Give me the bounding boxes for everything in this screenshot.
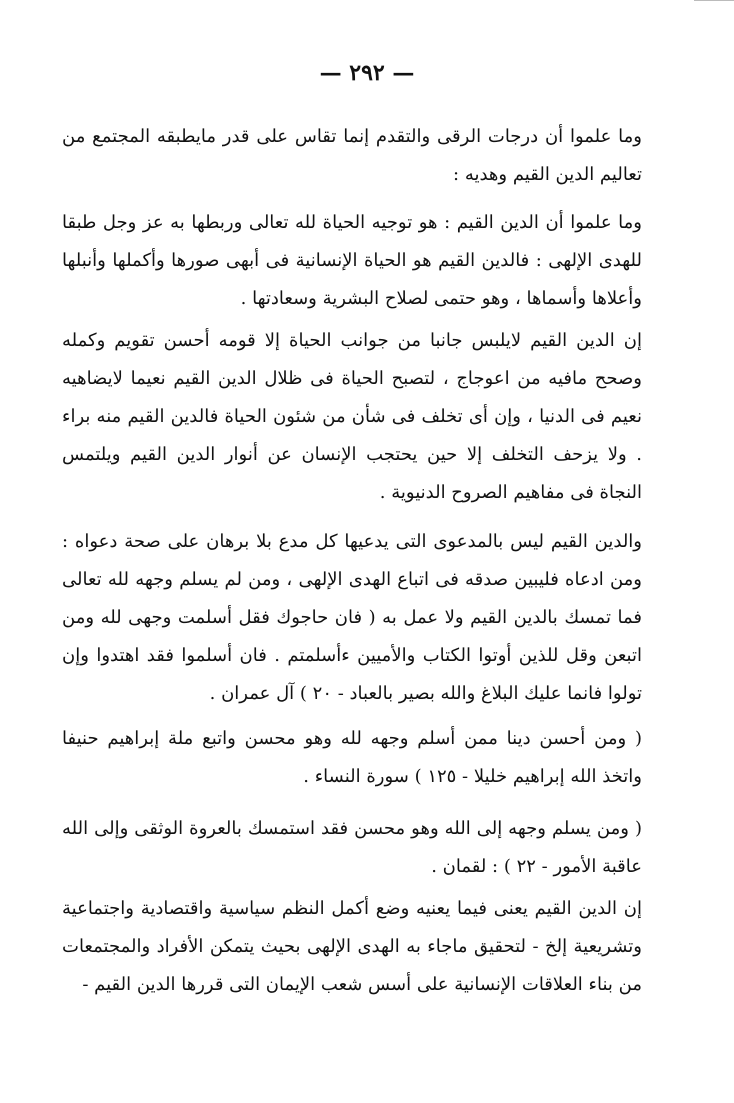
paragraph-4: والدين القيم ليس بالمدعوى التى يدعيها كل مدع بلا برهان على صحة دعواه : ومن ادعاه فليبين صدقه فى اتباع الهدى الإلهى ، ومن لم يسلم وجهه لله تعالى فما تمسك بالدين القيم ولا عمل به ( فان حاجوك فقل أسلمت وجهى لله ومن اتبعن وقل للذين أوتوا الكتاب والأميين ءأسلمتم . فان أسلموا فقد اهتدوا وإن تولوا فانما عليك البلاغ والله بصير بالعباد - ٢٠ ) آل عمران .	[62, 531, 642, 704]
paragraph-5-quran-quote: ( ومن أحسن دينا ممن أسلم وجهه لله وهو محسن واتبع ملة إبراهيم حنيفا واتخذ الله إبراهيم خليلا - ١٢٥ ) سورة النساء .	[62, 728, 642, 787]
page-edge-mark	[694, 0, 734, 4]
paragraph-6-quran-quote: ( ومن يسلم وجهه إلى الله وهو محسن فقد استمسك بالعروة الوثقى وإلى الله عاقبة الأمور - ٢٢ ) : لقمان .	[62, 818, 642, 877]
paragraph-7: إن الدين القيم يعنى فيما يعنيه وضع أكمل النظم سياسية واقتصادية واجتماعية وتشريعية إلخ - لتحقيق ماجاء به الهدى الإلهى بحيث يتمكن الأفراد والمجتمعات من بناء العلاقات الإنسانية على أسس شعب الإيمان التى قررها الدين القيم -	[62, 898, 642, 995]
paragraph-2: وما علموا أن الدين القيم : هو توجيه الحياة لله تعالى وربطها به عز وجل طبقا للهدى الإلهى : فالدين القيم هو الحياة الإنسانية فى أبهى صورها وأكملها وأنبلها وأعلاها وأسماها ، وهو حتمى لصلاح البشرية وسعادتها .	[62, 212, 642, 309]
paragraph-3: إن الدين القيم لايلبس جانبا من جوانب الحياة إلا قومه أحسن تقويم وكمله وصحح مافيه من اعوجاج ، لتصبح الحياة فى ظلال الدين القيم نعيما لايضاهيه نعيم فى الدنيا ، وإن أى تخلف فى شأن من شئون الحياة فالدين القيم منه براء . ولا يزحف التخلف إلا حين يحتجب الإنسان عن أنوار الدين القيم ويلتمس النجاة فى مفاهيم الصروح الدنيوية .	[62, 330, 642, 503]
page-number: — ٢٩٢ —	[319, 60, 415, 86]
paragraph-1: وما علموا أن درجات الرقى والتقدم إنما تقاس على قدر مايطبقه المجتمع من تعاليم الدين القيم وهديه :	[62, 126, 642, 185]
